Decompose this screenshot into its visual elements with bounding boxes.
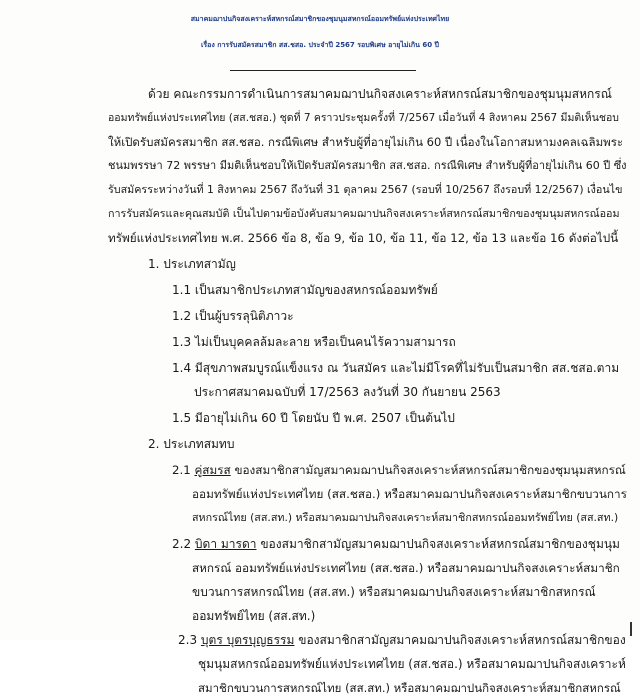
list-item-continuation: ออมทรัพย์แห่งประเทศไทย (สส.ชสอ.) หรือสมาคมฌาปนกิจสงเคราะห์สมาชิกขบวนการ	[192, 487, 627, 501]
intro-line: ชนมพรรษา 72 พรรษา มีมติเห็นชอบให้เปิดรับสมัครสมาชิก สส.ชสอ. กรณีพิเศษ สำหรับผู้ที่อายุไม่เกิน 60 ปี ซึ่ง	[108, 159, 627, 172]
list-item-continuation: ขบวนการสหกรณ์ไทย (สส.สท.) หรือสมาคมฌาปนกิจสงเคราะห์สมาชิกสหกรณ์	[192, 585, 596, 599]
intro-line: การรับสมัครและคุณสมบัติ เป็นไปตามข้อบังคับสมาคมฌาปนกิจสงเคราะห์สหกรณ์สมาชิกของชุมนุมสหกรณ์ออม	[108, 207, 620, 220]
intro-line: ออมทรัพย์แห่งประเทศไทย (สส.ชสอ.) ชุดที่ 7 คราวประชุมครั้งที่ 7/2567 เมื่อวันที่ 4 สิงหาคม 2567 มีมติเห็นชอบ	[108, 112, 619, 124]
intro-line: ด้วย คณะกรรมการดำเนินการสมาคมฌาปนกิจสงเคราะห์สหกรณ์สมาชิกของชุมนุมสหกรณ์	[148, 87, 612, 101]
item-number: 2.1	[172, 463, 191, 477]
section-heading: 1. ประเภทสามัญ	[148, 257, 236, 271]
item-term: คู่สมรส	[194, 463, 231, 477]
item-text: ของสมาชิกสามัญสมาคมฌาปนกิจสงเคราะห์สหกรณ์สมาชิกของ	[298, 633, 626, 647]
item-text: ของสมาชิกสามัญสมาคมฌาปนกิจสงเคราะห์สหกรณ์สมาชิกของชุมนุมสหกรณ์	[234, 463, 626, 477]
list-item-continuation: ชุมนุมสหกรณ์ออมทรัพย์แห่งประเทศไทย (สส.ชสอ.) หรือสมาคมฌาปนกิจสงเคราะห์	[198, 657, 626, 671]
list-item-continuation: สหกรณ์ ออมทรัพย์แห่งประเทศไทย (สส.ชสอ.) หรือสมาคมฌาปนกิจสงเคราะห์สมาชิก	[192, 561, 620, 575]
list-item	[172, 536, 620, 552]
list-item-continuation: ประกาศสมาคมฉบับที่ 17/2563 ลงวันที่ 30 กันยายน 2563	[194, 385, 501, 399]
list-item: 1.1 เป็นสมาชิกประเภทสามัญของสหกรณ์ออมทรัพย์	[172, 283, 438, 297]
item-term: บิดา มารดา	[194, 537, 257, 551]
document-subject: เรื่อง การรับสมัครสมาชิก สส.ชสอ. ประจำปี 2567 รอบพิเศษ อายุไม่เกิน 60 ปี	[201, 41, 439, 49]
list-item-continuation: สมาชิกขบวนการสหกรณ์ไทย (สส.สท.) หรือสมาคมฌาปนกิจสงเคราะห์สมาชิกสหกรณ์	[198, 681, 621, 695]
intro-line: ทรัพย์แห่งประเทศไทย พ.ศ. 2566 ข้อ 8, ข้อ 9, ข้อ 10, ข้อ 11, ข้อ 12, ข้อ 13 และข้อ 16 ดังต่อไปนี้	[108, 231, 619, 245]
title-divider	[230, 70, 416, 71]
item-number: 2.2	[172, 537, 192, 551]
item-term: บุตร บุตรบุญธรรม	[200, 633, 295, 647]
intro-line: รับสมัครระหว่างวันที่ 1 สิงหาคม 2567 ถึงวันที่ 31 ตุลาคม 2567 (รอบที่ 10/2567 ถึงรอบที่ 12/2567) เงื่อนไข	[108, 183, 623, 196]
list-item	[178, 632, 626, 648]
list-item: 1.5 มีอายุไม่เกิน 60 ปี โดยนับ ปี พ.ศ. 2507 เป็นต้นไป	[172, 411, 455, 425]
item-text: ของสมาชิกสามัญสมาคมฌาปนกิจสงเคราะห์สหกรณ์สมาชิกของชุมนุม	[260, 537, 620, 551]
list-item-continuation: ออมทรัพย์ไทย (สส.สท.)	[192, 609, 316, 623]
page-edge-mark	[630, 622, 638, 636]
list-item	[172, 462, 626, 478]
list-item: 1.2 เป็นผู้บรรลุนิติภาวะ	[172, 309, 294, 323]
document-title: สมาคมฌาปนกิจสงเคราะห์สหกรณ์สมาชิกของชุมนุมสหกรณ์ออมทรัพย์แห่งประเทศไทย	[190, 15, 450, 23]
list-item: 1.4 มีสุขภาพสมบูรณ์แข็งแรง ณ วันสมัคร และไม่มีโรคที่ไม่รับเป็นสมาชิก สส.ชสอ.ตาม	[172, 361, 620, 375]
intro-line: ให้เปิดรับสมัครสมาชิก สส.ชสอ. กรณีพิเศษ สำหรับผู้ที่อายุไม่เกิน 60 ปี เนื่องในโอกาสมหามงคลเฉลิมพระ	[108, 135, 624, 149]
item-number: 2.3	[178, 633, 198, 647]
section-heading: 2. ประเภทสมทบ	[148, 437, 235, 451]
list-item: 1.3 ไม่เป็นบุคคลล้มละลาย หรือเป็นคนไร้ความสามารถ	[172, 335, 456, 349]
list-item-continuation: สหกรณ์ไทย (สส.สท.) หรือสมาคมฌาปนกิจสงเคราะห์สมาชิกสหกรณ์ออมทรัพย์ไทย (สส.สท.)	[192, 511, 619, 524]
